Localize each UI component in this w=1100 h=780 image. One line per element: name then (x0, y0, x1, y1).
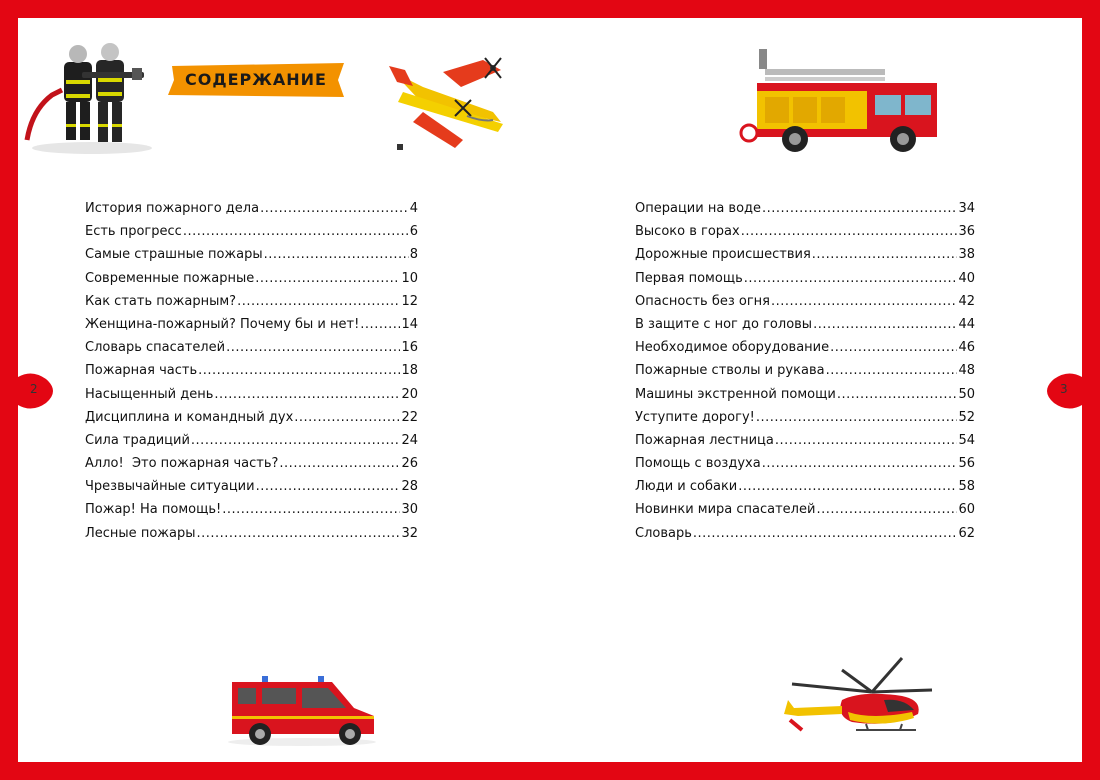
toc-entry[interactable] (635, 383, 975, 406)
toc-entry[interactable] (635, 313, 975, 336)
dot-leader (294, 406, 400, 429)
toc-entry-title: Как стать пожарным? (85, 293, 237, 309)
dot-leader (360, 313, 400, 336)
toc-entry-page: 42 (958, 293, 975, 309)
toc-entry-title: Пожарные стволы и рукава (635, 363, 825, 379)
toc-entry[interactable] (635, 243, 975, 266)
toc-entry[interactable] (635, 220, 975, 243)
dot-leader (183, 220, 409, 243)
dot-leader (837, 383, 958, 406)
toc-entry-page: 4 (409, 201, 418, 216)
dot-leader (279, 452, 400, 475)
toc-entry-page: 40 (958, 270, 975, 286)
toc-entry-title: В защите с ног до головы (635, 316, 813, 332)
page-marker-left (18, 373, 58, 409)
toc-entry-title: Операции на воде (635, 201, 762, 216)
toc-entry-title: Помощь с воздуха (635, 456, 761, 472)
toc-entry-title: Опасность без огня (635, 293, 770, 309)
toc-entry[interactable] (85, 267, 418, 290)
toc-entry[interactable] (85, 243, 418, 266)
dot-leader (813, 313, 957, 336)
toc-entry-page: 14 (401, 316, 418, 332)
dot-leader (264, 243, 409, 266)
toc-entry-title: Пожарная часть (85, 363, 198, 379)
toc-entry-title: Пожар! На помощь! (85, 502, 222, 518)
toc-entry[interactable] (85, 498, 418, 521)
toc-entry-title: Люди и собаки (635, 479, 738, 495)
toc-entry-page: 36 (958, 224, 975, 240)
dot-leader (191, 429, 401, 452)
toc-entry-title: Высоко в горах (635, 224, 740, 240)
toc-entry-title: Женщина-пожарный? Почему бы и нет! (85, 316, 360, 332)
toc-entry[interactable] (85, 313, 418, 336)
toc-entry-title: Сила традиций (85, 432, 190, 448)
toc-entry-title: Словарь (635, 525, 692, 541)
toc-entry-page: 34 (958, 201, 975, 216)
toc-entry-title: Пожарная лестница (635, 432, 774, 448)
rescue-van-icon (222, 668, 382, 750)
toc-entry-page: 10 (401, 270, 418, 286)
toc-entry[interactable] (635, 359, 975, 382)
toc-entry-page: 46 (958, 340, 975, 356)
toc-entry[interactable] (635, 336, 975, 359)
dot-leader (198, 359, 400, 382)
toc-entry[interactable] (635, 267, 975, 290)
dot-leader (693, 522, 958, 545)
toc-entry-title: Есть прогресс (85, 224, 182, 240)
toc-entry-page: 20 (401, 386, 418, 402)
toc-entry-title: Самые страшные пожары (85, 247, 263, 263)
dot-leader (816, 498, 957, 521)
toc-entry[interactable] (85, 406, 418, 429)
dot-leader (214, 383, 400, 406)
toc-entry-page: 28 (401, 479, 418, 495)
page-number-left: 2 (30, 382, 38, 396)
dot-leader (775, 429, 958, 452)
toc-entry-page: 44 (958, 316, 975, 332)
toc-entry-page: 18 (401, 363, 418, 379)
toc-entry-page: 58 (958, 479, 975, 495)
toc-entry-page: 32 (401, 525, 418, 541)
toc-entry-page: 60 (958, 502, 975, 518)
dot-leader (738, 475, 957, 498)
water-bomber-plane-icon (383, 52, 528, 160)
toc-entry-page: 22 (401, 409, 418, 425)
toc-entry[interactable] (85, 359, 418, 382)
toc-entry-title: Словарь спасателей (85, 340, 226, 356)
toc-entry[interactable] (635, 290, 975, 313)
toc-entry-page: 16 (401, 340, 418, 356)
toc-entry-page: 12 (401, 293, 418, 309)
toc-entry[interactable] (85, 290, 418, 313)
dot-leader (771, 290, 957, 313)
toc-entry[interactable] (635, 197, 975, 220)
dot-leader (762, 197, 957, 220)
toc-entry-title: Алло! Это пожарная часть? (85, 456, 279, 472)
toc-entry-page: 50 (958, 386, 975, 402)
toc-entry[interactable] (85, 197, 418, 220)
toc-right-column (635, 197, 975, 545)
toc-entry-title: Новинки мира спасателей (635, 502, 816, 518)
toc-entry-page: 24 (401, 432, 418, 448)
toc-entry[interactable] (635, 475, 975, 498)
toc-entry[interactable] (85, 475, 418, 498)
dot-leader (741, 220, 958, 243)
toc-entry[interactable] (85, 336, 418, 359)
toc-entry-page: 26 (401, 456, 418, 472)
toc-entry-title: Современные пожарные (85, 270, 255, 286)
toc-entry-title: Дорожные происшествия (635, 247, 811, 263)
toc-entry[interactable] (85, 522, 418, 545)
firefighters-icon (22, 40, 152, 155)
toc-entry-title: Машины экстренной помощи (635, 386, 836, 402)
toc-entry-page: 52 (958, 409, 975, 425)
contents-title: СОДЕРЖАНИЕ (185, 70, 327, 89)
toc-entry-page: 56 (958, 456, 975, 472)
toc-entry[interactable] (635, 498, 975, 521)
toc-entry[interactable] (635, 522, 975, 545)
dot-leader (756, 406, 958, 429)
dot-leader (830, 336, 957, 359)
toc-entry[interactable] (85, 429, 418, 452)
dot-leader (255, 267, 400, 290)
toc-entry[interactable] (635, 429, 975, 452)
toc-entry-page: 48 (958, 363, 975, 379)
dot-leader (762, 452, 958, 475)
dot-leader (196, 522, 400, 545)
toc-entry[interactable] (85, 452, 418, 475)
toc-entry-title: Лесные пожары (85, 525, 196, 541)
dot-leader (222, 498, 400, 521)
toc-entry-title: Чрезвычайные ситуации (85, 479, 255, 495)
fire-truck-icon (735, 45, 945, 157)
toc-entry-page: 54 (958, 432, 975, 448)
toc-entry-page: 62 (958, 525, 975, 541)
dot-leader (237, 290, 400, 313)
helicopter-icon (772, 650, 947, 748)
toc-entry-page: 38 (958, 247, 975, 263)
toc-entry-page: 30 (401, 502, 418, 518)
dot-leader (256, 475, 401, 498)
toc-entry[interactable] (85, 220, 418, 243)
toc-entry[interactable] (635, 452, 975, 475)
dot-leader (260, 197, 409, 220)
dot-leader (812, 243, 958, 266)
toc-entry-title: Необходимое оборудование (635, 340, 830, 356)
dot-leader (744, 267, 958, 290)
toc-entry-page: 8 (409, 247, 418, 263)
toc-entry-title: История пожарного дела (85, 201, 260, 216)
toc-entry-title: Уступите дорогу! (635, 409, 755, 425)
dot-leader (826, 359, 958, 382)
toc-entry[interactable] (85, 383, 418, 406)
page-number-right: 3 (1060, 382, 1068, 396)
toc-entry-title: Дисциплина и командный дух (85, 409, 294, 425)
toc-left-column (85, 197, 418, 545)
toc-entry-page: 6 (409, 224, 418, 240)
dot-leader (226, 336, 400, 359)
toc-entry-title: Насыщенный день (85, 386, 214, 402)
toc-entry[interactable] (635, 406, 975, 429)
toc-entry-title: Первая помощь (635, 270, 743, 286)
